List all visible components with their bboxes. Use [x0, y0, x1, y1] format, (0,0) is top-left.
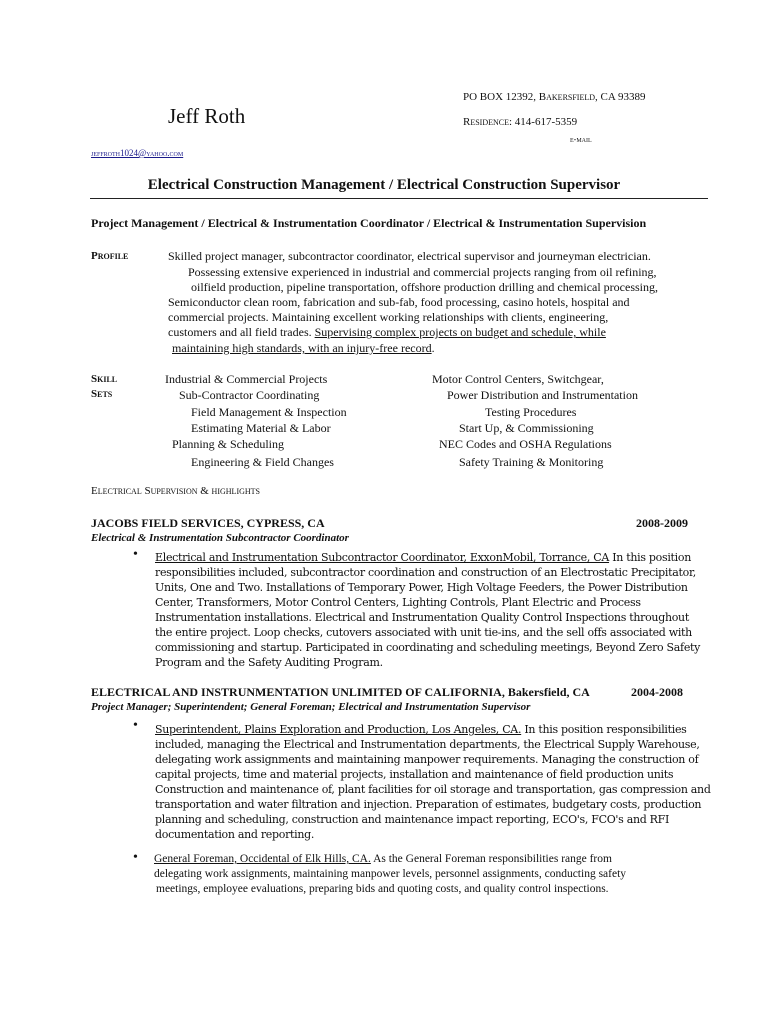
- job-bullet-line: [154, 852, 612, 867]
- job-bullet-title: General Foreman, Occidental of Elk Hills, CA.: [154, 853, 371, 865]
- job-detail: capital projects, time and material projects, installation and maintenance of field production units: [155, 768, 674, 781]
- job-role: Electrical & Instrumentation Subcontractor Coordinator: [91, 532, 349, 544]
- skills-label: Sets: [91, 388, 113, 400]
- job-company: JACOBS FIELD SERVICES, CYPRESS, CA: [91, 516, 325, 530]
- job-detail: commissioning and startup. Participated in coordinating and scheduling meetings, Beyond Zero Safety: [155, 641, 701, 654]
- skill-item: Safety Training & Monitoring: [459, 455, 604, 469]
- profile-line-end: [172, 340, 435, 356]
- job-years: 2008-2009: [636, 516, 688, 530]
- bullet-marker: •: [133, 718, 138, 733]
- profile-highlight: Supervising complex projects on budget and schedule, while: [314, 325, 606, 339]
- skill-item: Planning & Scheduling: [172, 437, 284, 451]
- profile-line: Possessing extensive experienced in industrial and commercial projects ranging from oil refining,: [188, 265, 657, 279]
- mailing-address: PO BOX 12392, Bakersfield, CA 93389: [463, 91, 646, 103]
- job-bullet-title: Electrical and Instrumentation Subcontractor Coordinator, ExxonMobil, Torrance, CA: [155, 551, 610, 564]
- job-detail: Center, Transformers, Motor Control Centers, Lighting Controls, Plant Electric and Process: [155, 596, 641, 609]
- skill-item: Motor Control Centers, Switchgear,: [432, 372, 604, 386]
- job-detail: In this position: [609, 551, 692, 564]
- candidate-name: Jeff Roth: [168, 104, 246, 128]
- profile-line-last: [168, 324, 606, 340]
- job-bullet-line: [155, 722, 687, 737]
- job-detail: meetings, employee evaluations, preparing bids and quoting costs, and quality control inspections.: [156, 883, 609, 895]
- skill-item: Engineering & Field Changes: [191, 455, 334, 469]
- profile-period: .: [431, 341, 435, 355]
- job-detail: Program and the Safety Auditing Program.: [155, 656, 383, 669]
- highlights-label: Electrical Supervision & highlights: [91, 485, 260, 497]
- skill-item: Power Distribution and Instrumentation: [447, 388, 638, 402]
- job-detail: planning and scheduling, construction and maintenance impact reporting, ECO's, FCO's and RFI: [155, 813, 670, 826]
- job-detail: Construction and maintenance of, plant facilities for oil storage and transportation, gas compression and: [155, 783, 711, 796]
- job-detail: responsibilities included, subcontractor coordination and construction of an Electrostatic Precipitator,: [155, 566, 696, 579]
- job-company: ELECTRICAL AND INSTRUNMENTATION UNLIMITED OF CALIFORNIA, Bakersfield, CA: [91, 685, 590, 699]
- job-detail: delegating work assignments, maintaining manpower levels, personnel assignments, conducting safety: [154, 868, 627, 880]
- resume-title: Electrical Construction Management / Electrical Construction Supervisor: [147, 177, 621, 193]
- profile-line: commercial projects. Maintaining excellent working relationships with clients, engineering,: [168, 310, 609, 324]
- job-detail: Instrumentation installations. Electrical and Instrumentation Quality Control Inspections throughout: [155, 611, 689, 624]
- profile-line: oilfield production, pipeline transportation, offshore production drilling and chemical processing,: [191, 280, 658, 294]
- residence-phone: Residence: 414-617-5359: [463, 116, 578, 128]
- skill-item: NEC Codes and OSHA Regulations: [439, 437, 612, 451]
- title-divider: [90, 198, 708, 199]
- skills-label: Skill: [91, 373, 118, 385]
- profile-label: Profile: [91, 250, 129, 262]
- job-detail: As the General Foreman responsibilities range from: [370, 853, 612, 865]
- job-detail: transportation and water filtration and injection. Preparation of estimates, budgetary costs, production: [155, 798, 702, 811]
- skill-item: Field Management & Inspection: [191, 405, 347, 419]
- profile-line: customers and all field trades.: [168, 325, 315, 339]
- job-detail: delegating work assignments and maintaining manpower requirements. Managing the construction of: [155, 753, 699, 766]
- job-detail: documentation and reporting.: [155, 828, 315, 841]
- profile-line: Semiconductor clean room, fabrication and sub-fab, food processing, casino hotels, hospital and: [168, 295, 630, 309]
- skill-item: Sub-Contractor Coordinating: [179, 388, 320, 402]
- job-detail: included, managing the Electrical and Instrumentation departments, the Electrical Supply Warehouse,: [155, 738, 700, 751]
- skill-item: Start Up, & Commissioning: [459, 421, 594, 435]
- skill-item: Industrial & Commercial Projects: [165, 372, 328, 386]
- job-detail: the entire project. Loop checks, cutovers associated with unit tie-ins, and the sell offs associated with: [155, 626, 692, 639]
- job-bullet-line: [155, 550, 691, 565]
- job-detail: In this position responsibilities: [521, 723, 687, 736]
- profile-line: Skilled project manager, subcontractor coordinator, electrical supervisor and journeyman electrician.: [168, 249, 651, 263]
- job-bullet-title: Superintendent, Plains Exploration and Production, Los Angeles, CA.: [155, 723, 522, 736]
- job-role: Project Manager; Superintendent; General Foreman; Electrical and Instrumentation Supervisor: [91, 701, 531, 713]
- job-years: 2004-2008: [631, 685, 683, 699]
- profile-highlight: maintaining high standards, with an injury-free record: [172, 341, 432, 355]
- resume-subtitle: Project Management / Electrical & Instrumentation Coordinator / Electrical & Instrumentation Supervision: [91, 216, 647, 230]
- bullet-marker: •: [133, 547, 138, 562]
- email-label: e-mail: [570, 135, 592, 144]
- skill-item: Testing Procedures: [485, 405, 577, 419]
- skill-item: Estimating Material & Labor: [191, 421, 331, 435]
- email-link[interactable]: jeffroth1024@yahoo.com: [91, 148, 184, 158]
- bullet-marker: •: [133, 850, 138, 865]
- job-detail: Units, One and Two. Installations of Temporary Power, High Voltage Feeders, the Power Distribution: [155, 581, 688, 594]
